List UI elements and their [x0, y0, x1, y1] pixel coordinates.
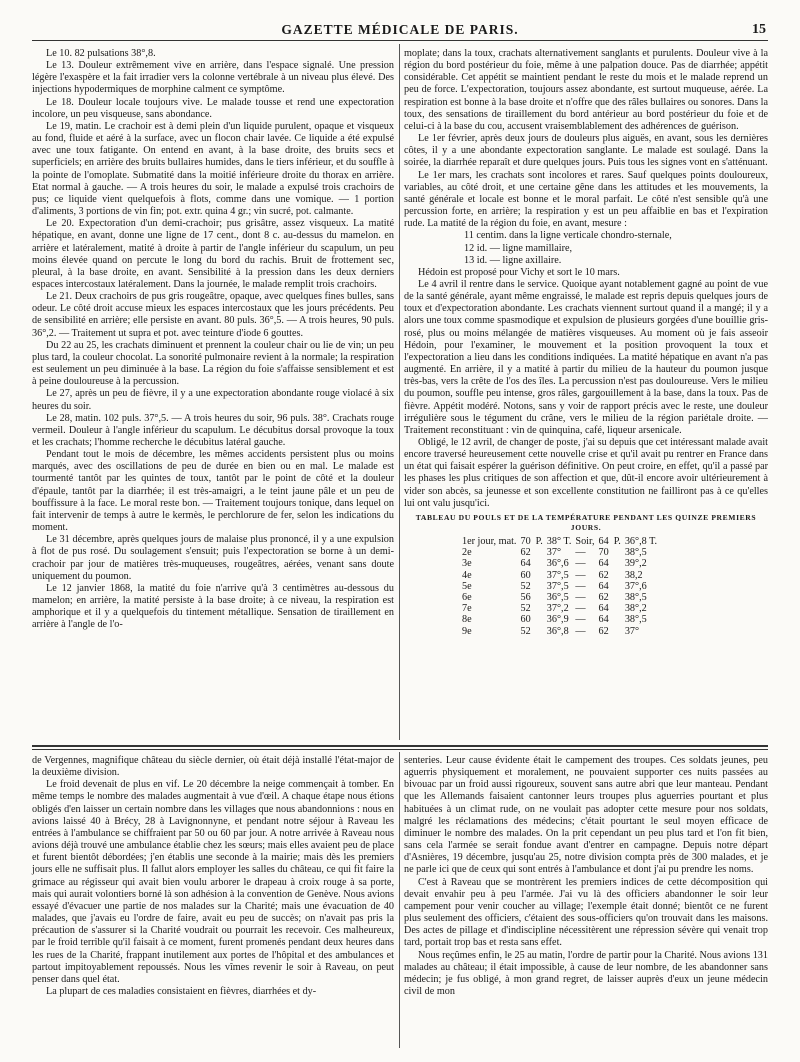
- table-cell: [536, 592, 547, 603]
- paragraph: Le 13. Douleur extrêmement vive en arrière, dans l'espace signalé. Une pression légère l'exaspère et la fait irradier vers la colonne vertébrale à un niveau plus élevé. Des injections hypodermiques de morphine calment ce symptôme.: [32, 60, 394, 96]
- paragraph: Le 18. Douleur locale toujours vive. Le malade tousse et rend une expectoration incolore, un peu visqueuse, sans abondance.: [32, 96, 394, 120]
- table-cell: [614, 570, 625, 581]
- table-cell: 52: [520, 625, 531, 637]
- table-cell: —: [575, 558, 586, 570]
- table-cell: [536, 570, 547, 581]
- table-cell: 36°,9: [546, 614, 569, 626]
- table-cell: [614, 581, 625, 592]
- table-cell: 2e: [462, 547, 472, 559]
- table-row: [462, 547, 661, 558]
- paragraph: Le 4 avril il rentre dans le service. Quoique ayant notablement gagné au point de vue de la santé générale, ayant même engraissé, le malade est repris depuis quelques jours de toux et d'expectoration abondante. Les crachats viennent surtout quand il a mangé; il y a alors une toux comme spasmodique et expulsion de plusieurs gorgées d'une bouillie gris-rosé, plus ou moins mélangée de matières visqueuses. Au moment où je fais asseoir Hédoin, pour l'examiner, le mouvement et la position provoquent la toux et l'expectoration a lieu dans les conditions indiquées. La matité hépatique en avant n'a pas augmenté. En arrière, il y a matité à partir du milieu de la hauteur du poumon jusque très-bas, vers la crête de l'os des îles. La percussion n'est pas douloureuse. Vers le milieu du poumon, souffle peu intense, gros râles, gargouillement à la base, dans la toux. Pas de fièvre. Appétit modéré. Notons, sans y voir de rapport précis avec le reste, une douleur irrégulière sous le tégument du crâne, vers le milieu de la région pariétale droite. — Traitement reconstituant : vin de quinquina, café, liqueur arsenicale.: [404, 278, 768, 436]
- table-cell: [536, 581, 547, 592]
- table-cell: 64: [598, 558, 609, 570]
- table-row: [462, 536, 661, 547]
- bottom-left-column: [32, 755, 394, 998]
- table-cell: —: [575, 591, 586, 603]
- table-cell: 4e: [462, 569, 472, 581]
- table-cell: 64: [598, 580, 609, 592]
- table-cell: 38°,5: [624, 591, 647, 603]
- paragraph: de Vergennes, magnifique château du siècle dernier, où était déjà installé l'état-major de la deuxième division.: [32, 755, 394, 779]
- section-separator: [32, 745, 768, 747]
- table-row: [462, 592, 661, 603]
- table-cell: P.: [613, 535, 621, 547]
- table-row: [462, 581, 661, 592]
- table-cell: —: [575, 580, 586, 592]
- table-cell: 56: [520, 591, 531, 603]
- paragraph: Le 1er mars, les crachats sont incolores et rares. Sauf quelques points douloureux, variables, au côté droit, et une certaine gêne dans les attitudes et les mouvements, la santé générale et locale est bonne et le moral parfait. Le côté n'est sensible qu'à une percussion forte, en arrière; la respiration y est un peu affaiblie en bas et l'expiration rude. La matité de la région du foie, en avant, mesure :: [404, 169, 768, 230]
- table-row: [462, 614, 661, 625]
- column-divider-bottom: [399, 752, 400, 1048]
- paragraph: moplate; dans la toux, crachats alternativement sanglants et purulents. Douleur vive à la région du bord postérieur du foie, même à une palpation douce. Pas de diarrhée; appétit considérable. Cet appétit se maintient pendant le reste du mois et le malade reprend un peu de force. L'expectoration, toujours assez abondante, est surtout muqueuse, aérée. La respiration est bonne à la base droite et n'offre que des râles bullaires ou sonores. Dans la toux, des sensations de tiraillement du bord antérieur au bord postérieur du foie et de celui-ci à la base du cou, accusent vraisemblablement des adhérences de guérison.: [404, 48, 768, 132]
- table-cell: 36°,6: [546, 558, 569, 570]
- table-title: TABLEAU DU POULS ET DE LA TEMPÉRATURE PENDANT LES QUINZE PREMIERS JOURS.: [415, 512, 757, 532]
- table-cell: 62: [598, 569, 609, 581]
- table-cell: 70: [598, 547, 609, 559]
- table-cell: 37°,2: [546, 603, 569, 615]
- table-cell: [614, 547, 625, 558]
- table-cell: 38° T.: [546, 535, 572, 547]
- paragraph: Le froid devenait de plus en vif. Le 20 décembre la neige commençait à tomber. En même temps le nombre des malades augmentait à vue d'œil. A chaque étape nous étions obligés d'en laisser un certain nombre dans les villages que nous abandonnions : nous en avions laissé 40 à Brécy, 28 à Lavignonnyne, et pendant notre séjour à Raveau les entrées à l'ambulance se chiffraient par 50 ou 60 par jour. A notre arrivée à Raveau nous avions déjà trouvé une ambulance établie chez les sœurs; mais elles avaient peu de place et furent bientôt débordées; j'en établis une seconde à la mairie; mais dès les premiers jours elle ne suffisait plus. Il fallut alors employer les salles du château, ce qui fit faire la grimace au régisseur qui avait bien voulu arborer le drapeau à croix rouge à sa porte, mais qui aurait volontiers borné là son adhésion à la convention de Genève. Nous avions essayé d'évacuer une partie de nos malades sur la Charité; mais une évacuation de 40 malades, que j'avais eu l'ordre de faire, avait eu peu de succès; on n'avait pas pris la précaution de s'assurer si la Charité voudrait ou pourrait les recevoir. Ces malheureux, par le froid terrible qu'il faisait à ce moment, furent promenés pendant deux heures dans les rues de la Charité, frappant inutilement aux portes de l'hôpital et des ambulances et partout impitoyablement repoussés. Nous les vîmes revenir le soir à Raveau, on peut penser dans quel état.: [32, 779, 394, 985]
- table-cell: —: [575, 614, 586, 626]
- table-cell: 62: [598, 591, 609, 603]
- table-cell: [614, 614, 625, 625]
- table-cell: [614, 592, 625, 603]
- table-cell: [614, 626, 625, 637]
- header-rule: [32, 40, 768, 41]
- table-cell: 38,2: [624, 569, 643, 581]
- paragraph: Le 10. 82 pulsations 38°,8.: [46, 48, 156, 59]
- table-cell: [614, 558, 625, 569]
- paragraph: Obligé, le 12 avril, de changer de poste, j'ai su depuis que cet intéressant malade avait encore traversé heureusement cette nouvelle crise et qu'il avait pu rentrer en France dans un état qui faisait espérer la guérison définitive. On peut croire, en effet, qu'il a passé par les phases les plus critiques de son affection et que, dût-il encore avoir ultérieurement à vider son abcès, sa jeunesse et son excellente constitution ne failliront pas à ce qu'elles lui ont valu jusqu'ici.: [404, 437, 768, 509]
- paragraph: Le 21. Deux crachoirs de pus gris rougeâtre, opaque, avec quelques fines bulles, sans odeur. Le côté droit accuse mieux les espaces intercostaux que les jours précédents. Peu de sensibilité en arrière; elle persiste en avant. 80 puls. 36°,5. — A trois heures, 90 puls. 36°,2. — Traitement ut supra et pot. avec teinture d'iode 6 gouttes.: [32, 291, 394, 339]
- right-column: [404, 48, 768, 637]
- table-cell: 64: [598, 614, 609, 626]
- table-cell: 38°,2: [624, 603, 647, 615]
- table-cell: 5e: [462, 580, 472, 592]
- table-cell: —: [575, 547, 586, 559]
- left-column: [32, 48, 394, 632]
- paragraph: Le 31 décembre, après quelques jours de malaise plus prononcé, il y a une expulsion à flot de pus rosé. Du soulagement s'ensuit; puis l'expectoration se borne à un demi-crachoir par jour de matières très-muqueuses, rougeâtres, aérées, venant sans doute uniquement du poumon.: [32, 534, 394, 582]
- table-cell: 8e: [462, 614, 472, 626]
- paragraph: Du 22 au 25, les crachats diminuent et prennent la couleur chair ou lie de vin; un peu plus tard, la couleur chocolat. La sonorité pulmonaire revient à la normale; la respiration est seulement un peu diminuée à la base. La région du foie s'affaisse sensiblement et est à peine douloureuse à la percussion.: [32, 339, 394, 388]
- paragraph: Le 19, matin. Le crachoir est à demi plein d'un liquide purulent, opaque et visqueux au fond, fluide et aéré à la surface, avec un flocon chair lavée. Ce liquide a été expulsé avec une toux fatigante. On entend en avant, à la base droite, des bruits secs et superficiels; en arrière des bruits bullaires humides, dans le tiers inférieur, et du souffle à la pointe de l'omoplate. Submatité dans la moitié inférieure droite du thorax en arrière. Etat normal à gauche. — A trois heures du soir, le malade a expulsé trois crachoirs de pus; ce liquide vient quelquefois à flots, comme dans une vomique. — 1 portion d'aliments, 3 portions de vin fin; pot. extr. quina 4 gr.; vin sucré, pot. calmante.: [32, 120, 394, 218]
- paragraph: Le 28, matin. 102 puls. 37°,5. — A trois heures du soir, 96 puls. 38°. Crachats rouge vermeil. Douleur à l'angle inférieur du scapulum. Le décubitus dorsal provoque la toux et les crachats; l'homme recherche le décubitus latéral gauche.: [32, 412, 394, 448]
- page-number: 15: [752, 22, 766, 37]
- table-cell: 37°,6: [624, 580, 647, 592]
- table-cell: 38°,5: [624, 547, 647, 559]
- table-row: [462, 558, 661, 569]
- table-cell: 37°: [546, 547, 562, 559]
- table-cell: 37°,5: [546, 580, 569, 592]
- table-cell: —: [575, 569, 586, 581]
- table-cell: 64: [520, 558, 531, 570]
- table-cell: [536, 614, 547, 625]
- column-divider: [399, 44, 400, 740]
- table-row: [462, 570, 661, 581]
- table-cell: 60: [520, 614, 531, 626]
- table-cell: 9e: [462, 625, 472, 637]
- section-separator-thin: [32, 749, 768, 750]
- journal-title: GAZETTE MÉDICALE DE PARIS.: [281, 22, 519, 37]
- table-cell: 36°,8 T.: [624, 535, 658, 547]
- table-cell: 37°: [624, 625, 640, 637]
- table-row: [462, 603, 661, 614]
- pulse-temperature-table: [462, 536, 661, 637]
- paragraph: Nous reçûmes enfin, le 25 au matin, l'ordre de partir pour la Charité. Nous avions 131 malades au château; il était impossible, à cause de leur nombre, de les abandonner sans médecin; je fus obligé, à mon grand regret, de laisser auprès d'eux un jeune médecin civil de mon: [404, 949, 768, 997]
- table-cell: 64: [598, 535, 609, 547]
- table-cell: Soir,: [575, 535, 595, 547]
- table-row: [462, 626, 661, 637]
- table-cell: 39°,2: [624, 558, 647, 570]
- paragraph: Pendant tout le mois de décembre, les mêmes accidents persistent plus ou moins marqués, avec des oscillations de peu de durée en bien ou en mal. Le malade est tourmenté tantôt par les quintes de toux, tantôt par le point de côté et la douleur d'épaule, tantôt par la diarrhée; il est très-amaigri, a le teint jaune pâle et un peu de bouffissure à la face. Le moral reste bon. — Traitement toujours tonique, dans lequel on fait intervenir de temps à autre le kermès, le perchlorure de fer, selon les indications du moment.: [32, 449, 394, 534]
- table-cell: 70: [520, 535, 531, 547]
- table-cell: [614, 603, 625, 614]
- table-cell: [536, 603, 547, 614]
- paragraph: Hédoin est proposé pour Vichy et sort le 10 mars.: [418, 266, 620, 278]
- table-cell: 37°,5: [546, 569, 569, 581]
- measure-line: 13 id. — ligne axillaire.: [464, 254, 562, 266]
- table-cell: 62: [598, 625, 609, 637]
- table-cell: 36°,5: [546, 591, 569, 603]
- table-cell: [536, 547, 547, 558]
- measure-line: 11 centim. dans la ligne verticale chondro-sternale,: [464, 230, 672, 242]
- table-cell: 38°,5: [624, 614, 647, 626]
- table-cell: 6e: [462, 591, 472, 603]
- table-cell: 60: [520, 569, 531, 581]
- table-cell: 64: [598, 603, 609, 615]
- table-cell: [536, 626, 547, 637]
- paragraph: Le 20. Expectoration d'un demi-crachoir; pus grisâtre, assez visqueux. La matité hépatique, en avant, donne une ligne de 17 cent., dont 8 c. au-dessus du mamelon. en arrière et latéralement, matité à droite à partir de l'angle inférieur du scapulum, un peu moins élevée quand on percute le long du bord du rachis. Bruit de frottement sec, pleural, à la base droite, en avant. Sensibilité à la pression dans les deux derniers espaces intercostaux latéralement. Dans la journée, le malade remplit trois crachoirs.: [32, 218, 394, 290]
- measure-line: 12 id. — ligne mamillaire,: [464, 242, 573, 254]
- table-cell: P.: [535, 535, 543, 547]
- paragraph: senteries. Leur cause évidente était le campement des troupes. Ces soldats jeunes, peu aguerris physiquement et moralement, ne pouvaient supporter ces nuits passées au bivouac par un froid aussi rigoureux, souvent sans autre abri que leur manteau. Pendant que les Allemands faisaient cantonner leurs troupes plus aguerries pourtant et plus habituées à un climat rude, on ne voulait pas adopter cette mesure pour nos soldats, malgré les réclamations des médecins; c'était pourtant le seul moyen efficace de diminuer le nombre des malades. On la prit cependant un peu plus tard et l'on fit bien, sans cela l'armée se serait fondue avant d'entrer en campagne. Depuis notre départ d'Asnières, 19 décembre, jusqu'au 25, notre division compta près de 300 malades, et je ne parle ici que de ceux qui sont entrés à l'ambulance et dont j'ai pu prendre les noms.: [404, 755, 768, 876]
- table-cell: 3e: [462, 558, 472, 570]
- table-cell: [536, 558, 547, 569]
- paragraph: La plupart de ces maladies consistaient en fièvres, diarrhées et dy-: [46, 985, 317, 997]
- liver-dullness-measures: [404, 230, 768, 266]
- table-cell: 52: [520, 580, 531, 592]
- paragraph: Le 12 janvier 1868, la matité du foie n'arrive qu'à 3 centimètres au-dessous du mamelon; en arrière, la matité persiste à la base droite; à ce niveau, la respiration est amphorique et il y a quelquefois du tintement métallique. Sensation de tiraillement en arrière à l'angle de l'o-: [32, 582, 394, 631]
- paragraph: C'est à Raveau que se montrèrent les premiers indices de cette décomposition qui devait envahir peu à peu l'armée. J'ai vu là des officiers abandonner le soir leur campement pour venir coucher au village; l'exemple était donné; bientôt ce ne furent plus seulement des officiers, c'étaient des sous-officiers qu'on trouvait dans les maisons. Des actes de pillage et d'indiscipline nécessitèrent une répression sévère qui venait trop tard, portait trop bas et resta sans effet.: [404, 876, 768, 949]
- table-cell: 1er jour, mat.: [462, 535, 517, 547]
- page-header: [32, 14, 768, 38]
- table-cell: —: [575, 603, 586, 615]
- bottom-right-column: [404, 755, 768, 998]
- table-cell: 7e: [462, 603, 472, 615]
- paragraph: Le 27, après un peu de fièvre, il y a une expectoration abondante rouge violacé à six heures du soir.: [32, 388, 394, 412]
- table-cell: 62: [520, 547, 531, 559]
- table-cell: —: [575, 625, 586, 637]
- table-cell: 52: [520, 603, 531, 615]
- paragraph: Le 1er février, après deux jours de douleurs plus aiguës, en avant, sous les dernières côtes, il y a une abondante expectoration sanglante. Le malade est soulagé. Dans la soirée, la diarrhée reparaît et dure quelques jours. Puis tous les signes vont en s'atténuant.: [404, 133, 768, 169]
- table-cell: 36°,8: [546, 625, 569, 637]
